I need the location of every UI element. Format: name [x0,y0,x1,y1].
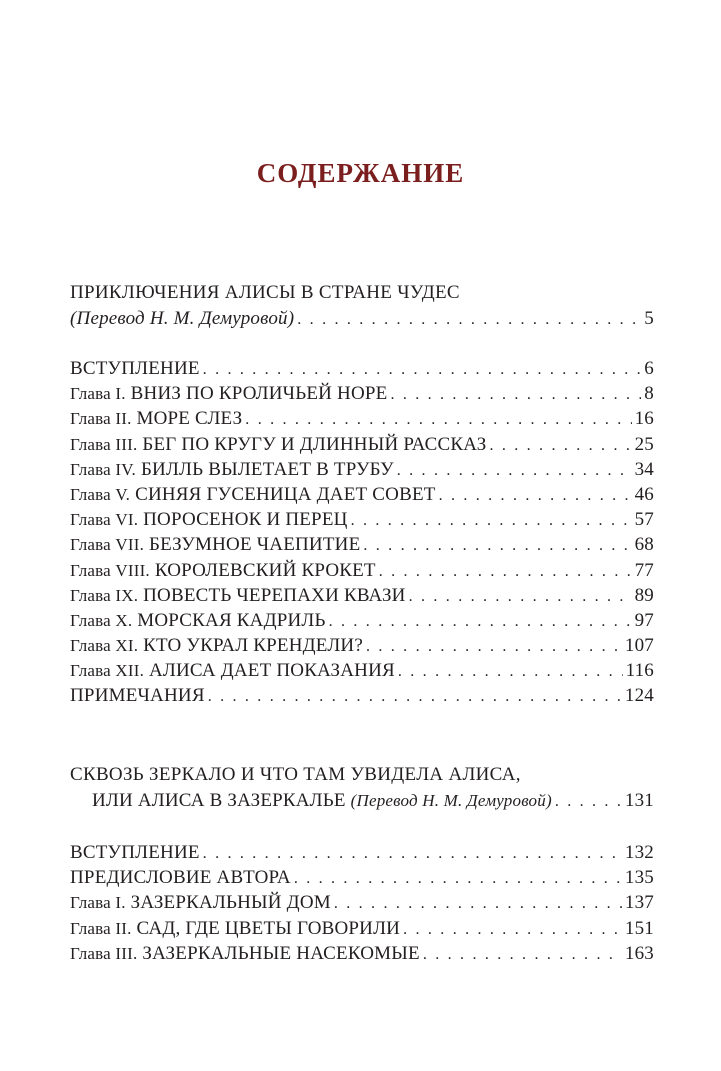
toc-entry-label [70,482,436,507]
toc-entry-label [70,865,291,890]
toc-entry[interactable] [70,608,654,633]
toc-entry[interactable] [70,583,654,608]
book2-section [70,762,654,813]
chapter-number: Глава X. [70,610,133,630]
page-number: 57 [634,509,654,531]
toc-entry[interactable] [70,432,654,457]
page-number: 116 [625,660,654,682]
toc-entry-label [70,583,406,608]
book2-title-line1: СКВОЗЬ ЗЕРКАЛО И ЧТО ТАМ УВИДЕЛА АЛИСА, [70,764,521,785]
book2-title-line2: ИЛИ АЛИСА В ЗАЗЕРКАЛЬЕ [92,790,346,811]
page-number: 16 [634,408,654,430]
book1-entries [70,356,654,709]
chapter-number: Глава VI. [70,510,139,530]
toc-entry-label [70,608,326,633]
chapter-number: Глава III. [70,434,138,454]
chapter-number: Глава III. [70,943,138,963]
page-number: 34 [634,458,654,480]
chapter-title: ВНИЗ ПО КРОЛИЧЬЕЙ НОРЕ [130,383,388,405]
toc-entry[interactable] [70,840,654,865]
book2-title-row[interactable] [70,788,654,813]
leader-dots [294,866,622,891]
chapter-title: СИНЯЯ ГУСЕНИЦА ДАЕТ СОВЕТ [135,483,436,505]
chapter-title: ПОРОСЕНОК И ПЕРЕЦ [143,509,348,531]
book1-title: ПРИКЛЮЧЕНИЯ АЛИСЫ В СТРАНЕ ЧУДЕС [70,282,460,303]
chapter-title: БИЛЛЬ ВЫЛЕТАЕТ В ТРУБУ [140,458,394,480]
page-number: 132 [624,842,654,863]
leader-dots [208,684,622,709]
chapter-title: ПОВЕСТЬ ЧЕРЕПАХИ КВАЗИ [143,584,406,606]
chapter-title: ПРИМЕЧАНИЯ [70,685,205,707]
toc-entry[interactable] [70,941,654,966]
chapter-title: САД, ГДЕ ЦВЕТЫ ГОВОРИЛИ [136,917,401,939]
toc-entry[interactable] [70,457,654,482]
toc-entry[interactable] [70,482,654,507]
toc-entry[interactable] [70,916,654,941]
chapter-number: Глава II. [70,409,132,429]
leader-dots [379,559,632,584]
toc-entry[interactable] [70,683,654,708]
toc-entry[interactable] [70,633,654,658]
leader-dots [245,407,631,432]
toc-entry[interactable] [70,532,654,557]
page-number: 151 [624,917,654,939]
chapter-number: Глава XII. [70,661,145,681]
toc-entry-label [70,356,200,381]
chapter-title: МОРЕ СЛЕЗ [136,408,243,430]
leader-dots [334,891,622,916]
toc-entry-label [70,890,331,915]
chapter-number: Глава II. [70,918,132,938]
book1-translator: (Перевод Н. М. Демуровой) [70,308,295,329]
leader-dots [398,659,623,684]
toc-entry-label [70,941,420,966]
toc-entry-label [70,683,205,708]
chapter-title: ВСТУПЛЕНИЕ [70,842,200,863]
leader-dots [439,483,632,508]
leader-dots [351,508,632,533]
page-number: 97 [634,609,654,631]
book1-translator-row[interactable] [70,306,654,331]
toc-entry[interactable] [70,890,654,915]
book2-entries [70,840,654,966]
page-number: 6 [644,358,654,379]
leader-dots [363,533,631,558]
page-number: 77 [634,559,654,581]
page-number: 25 [634,433,654,455]
page-number: 107 [624,635,654,657]
toc-entry[interactable] [70,865,654,890]
toc-entry-label [70,840,200,865]
chapter-title: БЕЗУМНОЕ ЧАЕПИТИЕ [148,534,361,556]
chapter-title: КТО УКРАЛ КРЕНДЕЛИ? [143,635,363,657]
chapter-number: Глава VII. [70,535,145,555]
toc-entry-label [70,457,394,482]
toc-entry[interactable] [70,356,654,381]
leader-dots [297,307,641,332]
leader-dots [555,789,622,814]
chapter-title: КОРОЛЕВСКИЙ КРОКЕТ [154,559,376,581]
chapter-number: Глава IV. [70,459,136,479]
leader-dots [423,942,622,967]
leader-dots [489,433,631,458]
chapter-title: БЕГ ПО КРУГУ И ДЛИННЫЙ РАССКАЗ [142,433,487,455]
leader-dots [329,609,632,634]
page-number: 163 [624,942,654,964]
leader-dots [366,634,622,659]
leader-dots [203,841,622,866]
chapter-number: Глава V. [70,484,131,504]
chapter-title: ЗАЗЕРКАЛЬНЫЕ НАСЕКОМЫЕ [142,942,420,964]
page-number: 8 [644,383,654,405]
toc-entry-label [70,406,242,431]
chapter-number: Глава I. [70,893,126,913]
book1-section [70,280,654,331]
chapter-number: Глава VIII. [70,560,150,580]
page-number: 46 [634,483,654,505]
toc-entry-label [70,916,400,941]
page-number: 135 [624,867,654,889]
book2-translator: (Перевод Н. М. Демуровой) [350,791,552,810]
toc-entry-label [70,532,360,557]
page-number: 68 [634,534,654,556]
toc-entry[interactable] [70,381,654,406]
chapter-title: МОРСКАЯ КАДРИЛЬ [137,609,326,631]
chapter-title: ВСТУПЛЕНИЕ [70,358,200,379]
leader-dots [403,917,622,942]
chapter-number: Глава I. [70,384,126,404]
book1-page: 5 [644,308,654,329]
toc-entry[interactable] [70,406,654,431]
chapter-number: Глава XI. [70,636,139,656]
toc-entry[interactable] [70,658,654,683]
chapter-title: АЛИСА ДАЕТ ПОКАЗАНИЯ [148,660,395,682]
toc-entry-label [70,558,376,583]
toc-entry-label [70,432,486,457]
toc-entry[interactable] [70,558,654,583]
page-number: 137 [624,892,654,914]
page-number: 89 [634,584,654,606]
toc-entry-label [70,381,387,406]
toc-entry[interactable] [70,507,654,532]
book2-page: 131 [624,790,654,811]
leader-dots [409,584,632,609]
chapter-title: ЗАЗЕРКАЛЬНЫЙ ДОМ [130,892,331,914]
page-title: СОДЕРЖАНИЕ [256,158,465,188]
toc-entry-label [70,633,363,658]
toc-entry-label [70,507,348,532]
leader-dots [397,458,632,483]
chapter-number: Глава IX. [70,585,139,605]
book2-title-line2-wrap [92,788,552,813]
chapter-title: ПРЕДИСЛОВИЕ АВТОРА [70,867,291,889]
leader-dots [203,357,642,382]
leader-dots [390,382,641,407]
page-number: 124 [624,685,654,707]
toc-entry-label [70,658,395,683]
